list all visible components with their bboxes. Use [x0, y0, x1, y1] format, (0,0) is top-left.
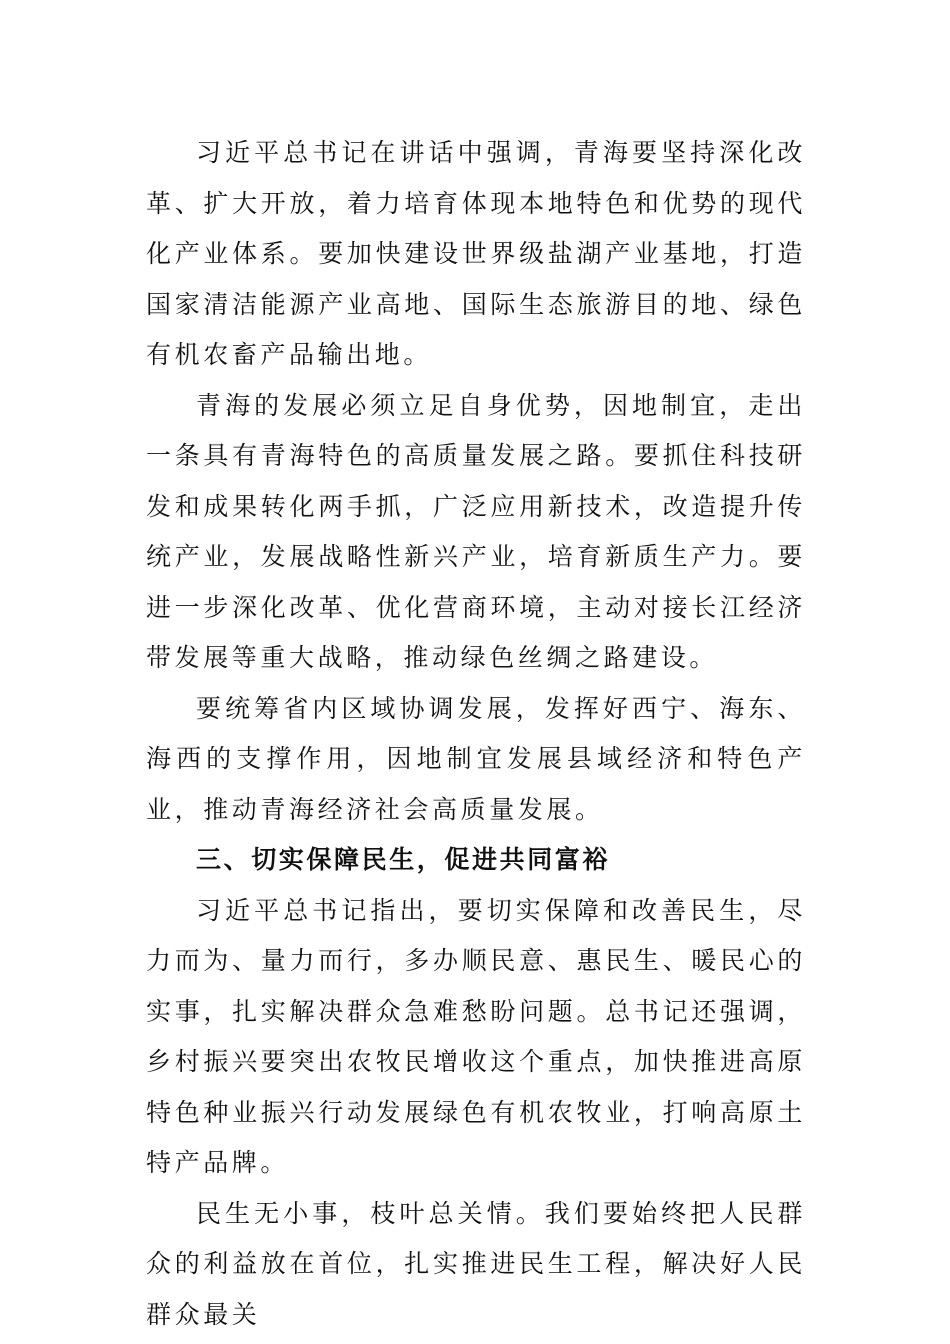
paragraph-livelihood: 习近平总书记指出，要切实保障和改善民生，尽力而为、量力而行，多办顺民意、惠民生、暖民心的实事，扎实解决群众急难愁盼问题。总书记还强调，乡村振兴要突出农牧民增收这个重点，加快推进高原特色种业振兴行动发展绿色有机农牧业，打响高原土特产品牌。	[146, 895, 806, 1177]
document-body	[146, 128, 806, 1340]
paragraph-industry-system: 习近平总书记在讲话中强调，青海要坚持深化改革、扩大开放，着力培育体现本地特色和优势的现代化产业体系。要加快建设世界级盐湖产业基地，打造国家清洁能源产业高地、国际生态旅游目的地、绿色有机农畜产品输出地。	[146, 138, 806, 369]
paragraph-people-first: 民生无小事，枝叶总关情。我们要始终把人民群众的利益放在首位，扎实推进民生工程，解决好人民群众最关	[146, 1198, 806, 1329]
section-heading: 三、切实保障民生，促进共同富裕	[196, 845, 611, 874]
paragraph-local-advantages: 青海的发展必须立足自身优势，因地制宜，走出一条具有青海特色的高质量发展之路。要抓住科技研发和成果转化两手抓，广泛应用新技术，改造提升传统产业，发展战略性新兴产业，培育新质生产力。要进一步深化改革、优化营商环境，主动对接长江经济带发展等重大战略，推动绿色丝绸之路建设。	[146, 390, 806, 672]
paragraph-regional-coordination: 要统筹省内区域协调发展，发挥好西宁、海东、海西的支撑作用，因地制宜发展县域经济和特色产业，推动青海经济社会高质量发展。	[146, 693, 806, 824]
